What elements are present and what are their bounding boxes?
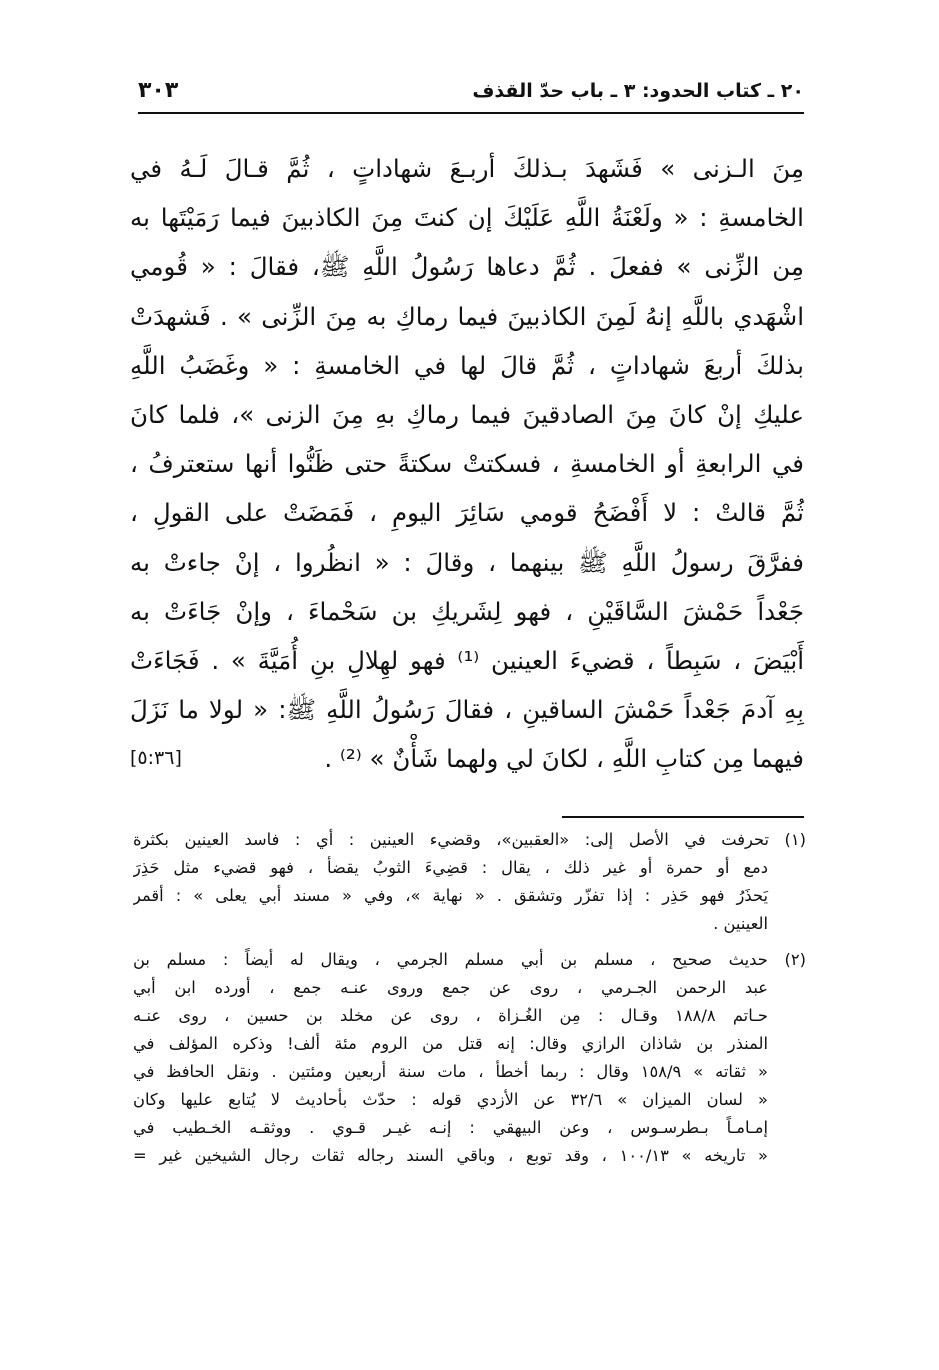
text-line: في الرابعةِ أو الخامسةِ ، فسكتتْ سكتةً حتى ظَنُّوا أنها ستعترفُ ،	[130, 449, 804, 479]
footnote-line: المنذر بن شاذان الرازي وقال: إنه قتل من الروم مئة ألف! وذكره المؤلف في	[133, 1034, 768, 1053]
running-header	[138, 78, 804, 114]
footnotes	[133, 826, 806, 1170]
footnote-line: العينين .	[713, 914, 768, 933]
footnote-gap	[133, 938, 806, 946]
text-line-last	[130, 734, 804, 783]
text-line: بِهِ آدمَ جَعْداً حَمْشَ الساقينِ ، فقالَ رَسُولُ اللَّهِ ﷺ: « لولا ما نَزَلَ	[130, 695, 804, 725]
hadith-text	[130, 144, 804, 783]
text-line: عليكِ إنْ كانَ مِنَ الصادقينَ فيما رماكِ بهِ مِنَ الزنى »، فلما كانَ	[130, 399, 804, 429]
text-line: ففرَّقَ رسولُ اللَّهِ ﷺ بينهما ، وقالَ : « انظُروا ، إنْ جاءتْ به	[130, 547, 804, 577]
footnote-line: « تاريخه » ١٠٠/١٣ ، وقد توبع ، وباقي السند رجاله ثقات رجال الشيخين غير =	[133, 1146, 768, 1165]
footnote-line: (٢) حديث صحيح ، مسلم بن أبي مسلم الجرمي ، ويقال له أيضاً : مسلم بن	[133, 950, 806, 969]
footnote-line: عبد الرحمن الجـرمي ، روى عن جمع وروى عنـه جمع ، أورده ابن أبي	[133, 978, 768, 997]
footnote-line: « لسان الميزان » ٣٢/٦ عن الأزدي قوله : حدّث بأحاديث لا يُتابع عليها وكان	[133, 1090, 768, 1109]
footnote-2	[133, 946, 806, 1170]
footnote-divider	[562, 816, 804, 818]
text-line: مِن الزِّنى » ففعلَ . ثُمَّ دعاها رَسُولُ اللَّهِ ﷺ، فقالَ : « قُومي	[130, 252, 804, 282]
footnote-line: يَحذَرُ فهو حَذِر : إذا تفزّر وتشقق . « نهاية »، وفي « مسند أبي يعلى » : أقمر	[133, 886, 768, 905]
footnote-line: دمع أو حمرة أو غير ذلك ، يقال : قضِيءَ الثوبُ يقضأ ، فهو قضيء مثل حَذِرَ	[133, 858, 768, 877]
footnote-line: إمـامـاً بـطرسـوس ، وعن البيهقي : إنـه غيـر قـوي . ووثقـه الخـطيب في	[133, 1118, 768, 1137]
footnote-1	[133, 826, 806, 938]
text-line: جَعْداً حَمْشَ السَّاقَيْنِ ، فهو لِشَريكِ بن سَحْماءَ ، وإنْ جَاءَتْ به	[130, 596, 804, 626]
text-line: أَبْيَضَ ، سَبِطاً ، قضيءَ العينين ⁽¹⁾ فهو لهِلالِ بنِ أُمَيَّةَ » . فَجَاءَتْ	[130, 645, 804, 675]
text-line: الخامسةِ : « ولَعْنَةُ اللَّهِ عَلَيْكَ إن كنتَ مِنَ الكاذبينَ فيما رَمَيْتَها به	[130, 203, 804, 233]
last-line-text: فيهما مِن كتابِ اللَّهِ ، لكانَ لي ولهما شَأْنٌ » ⁽²⁾ .	[324, 744, 804, 774]
footnote-line: « ثقاته » ١٥٨/٩ وقال : ربما أخطأ ، مات سنة أربعين ومئتين . ونقل الحافظ في	[133, 1062, 768, 1081]
page-number: ٣٠٣	[138, 78, 179, 103]
verse-reference: [٥:٣٦]	[130, 747, 182, 770]
footnote-line: (١) تحرفت في الأصل إلى: «العقبين»، وقضيء العينين : أي : فاسد العينين بكثرة	[133, 830, 806, 849]
footnote-line: حـاتم ١٨٨/٨ وقـال : مِن الغُـزاة ، روى عن مخلد بن حسين ، روى عنـه	[133, 1006, 768, 1025]
text-line: مِنَ الـزنى » فَشَهدَ بـذلكَ أربـعَ شهاداتٍ ، ثُمَّ قـالَ لَـهُ في	[130, 154, 804, 183]
text-line: ثُمَّ قالتْ : لا أَفْضَحُ قومي سَائِرَ اليومِ ، فَمَضَتْ على القولِ ،	[130, 498, 804, 528]
chapter-title: ٢٠ ـ كتاب الحدود: ٣ ـ باب حدّ القذف	[472, 80, 804, 102]
text-line: بذلكَ أربعَ شهاداتٍ ، ثُمَّ قالَ لها في الخامسةِ : « وغَضَبُ اللَّهِ	[130, 350, 804, 380]
text-line: اشْهَدي باللَّهِ إنهُ لَمِنَ الكاذبينَ فيما رماكِ به مِنَ الزِّنى » . فَشهدَتْ	[130, 301, 804, 331]
